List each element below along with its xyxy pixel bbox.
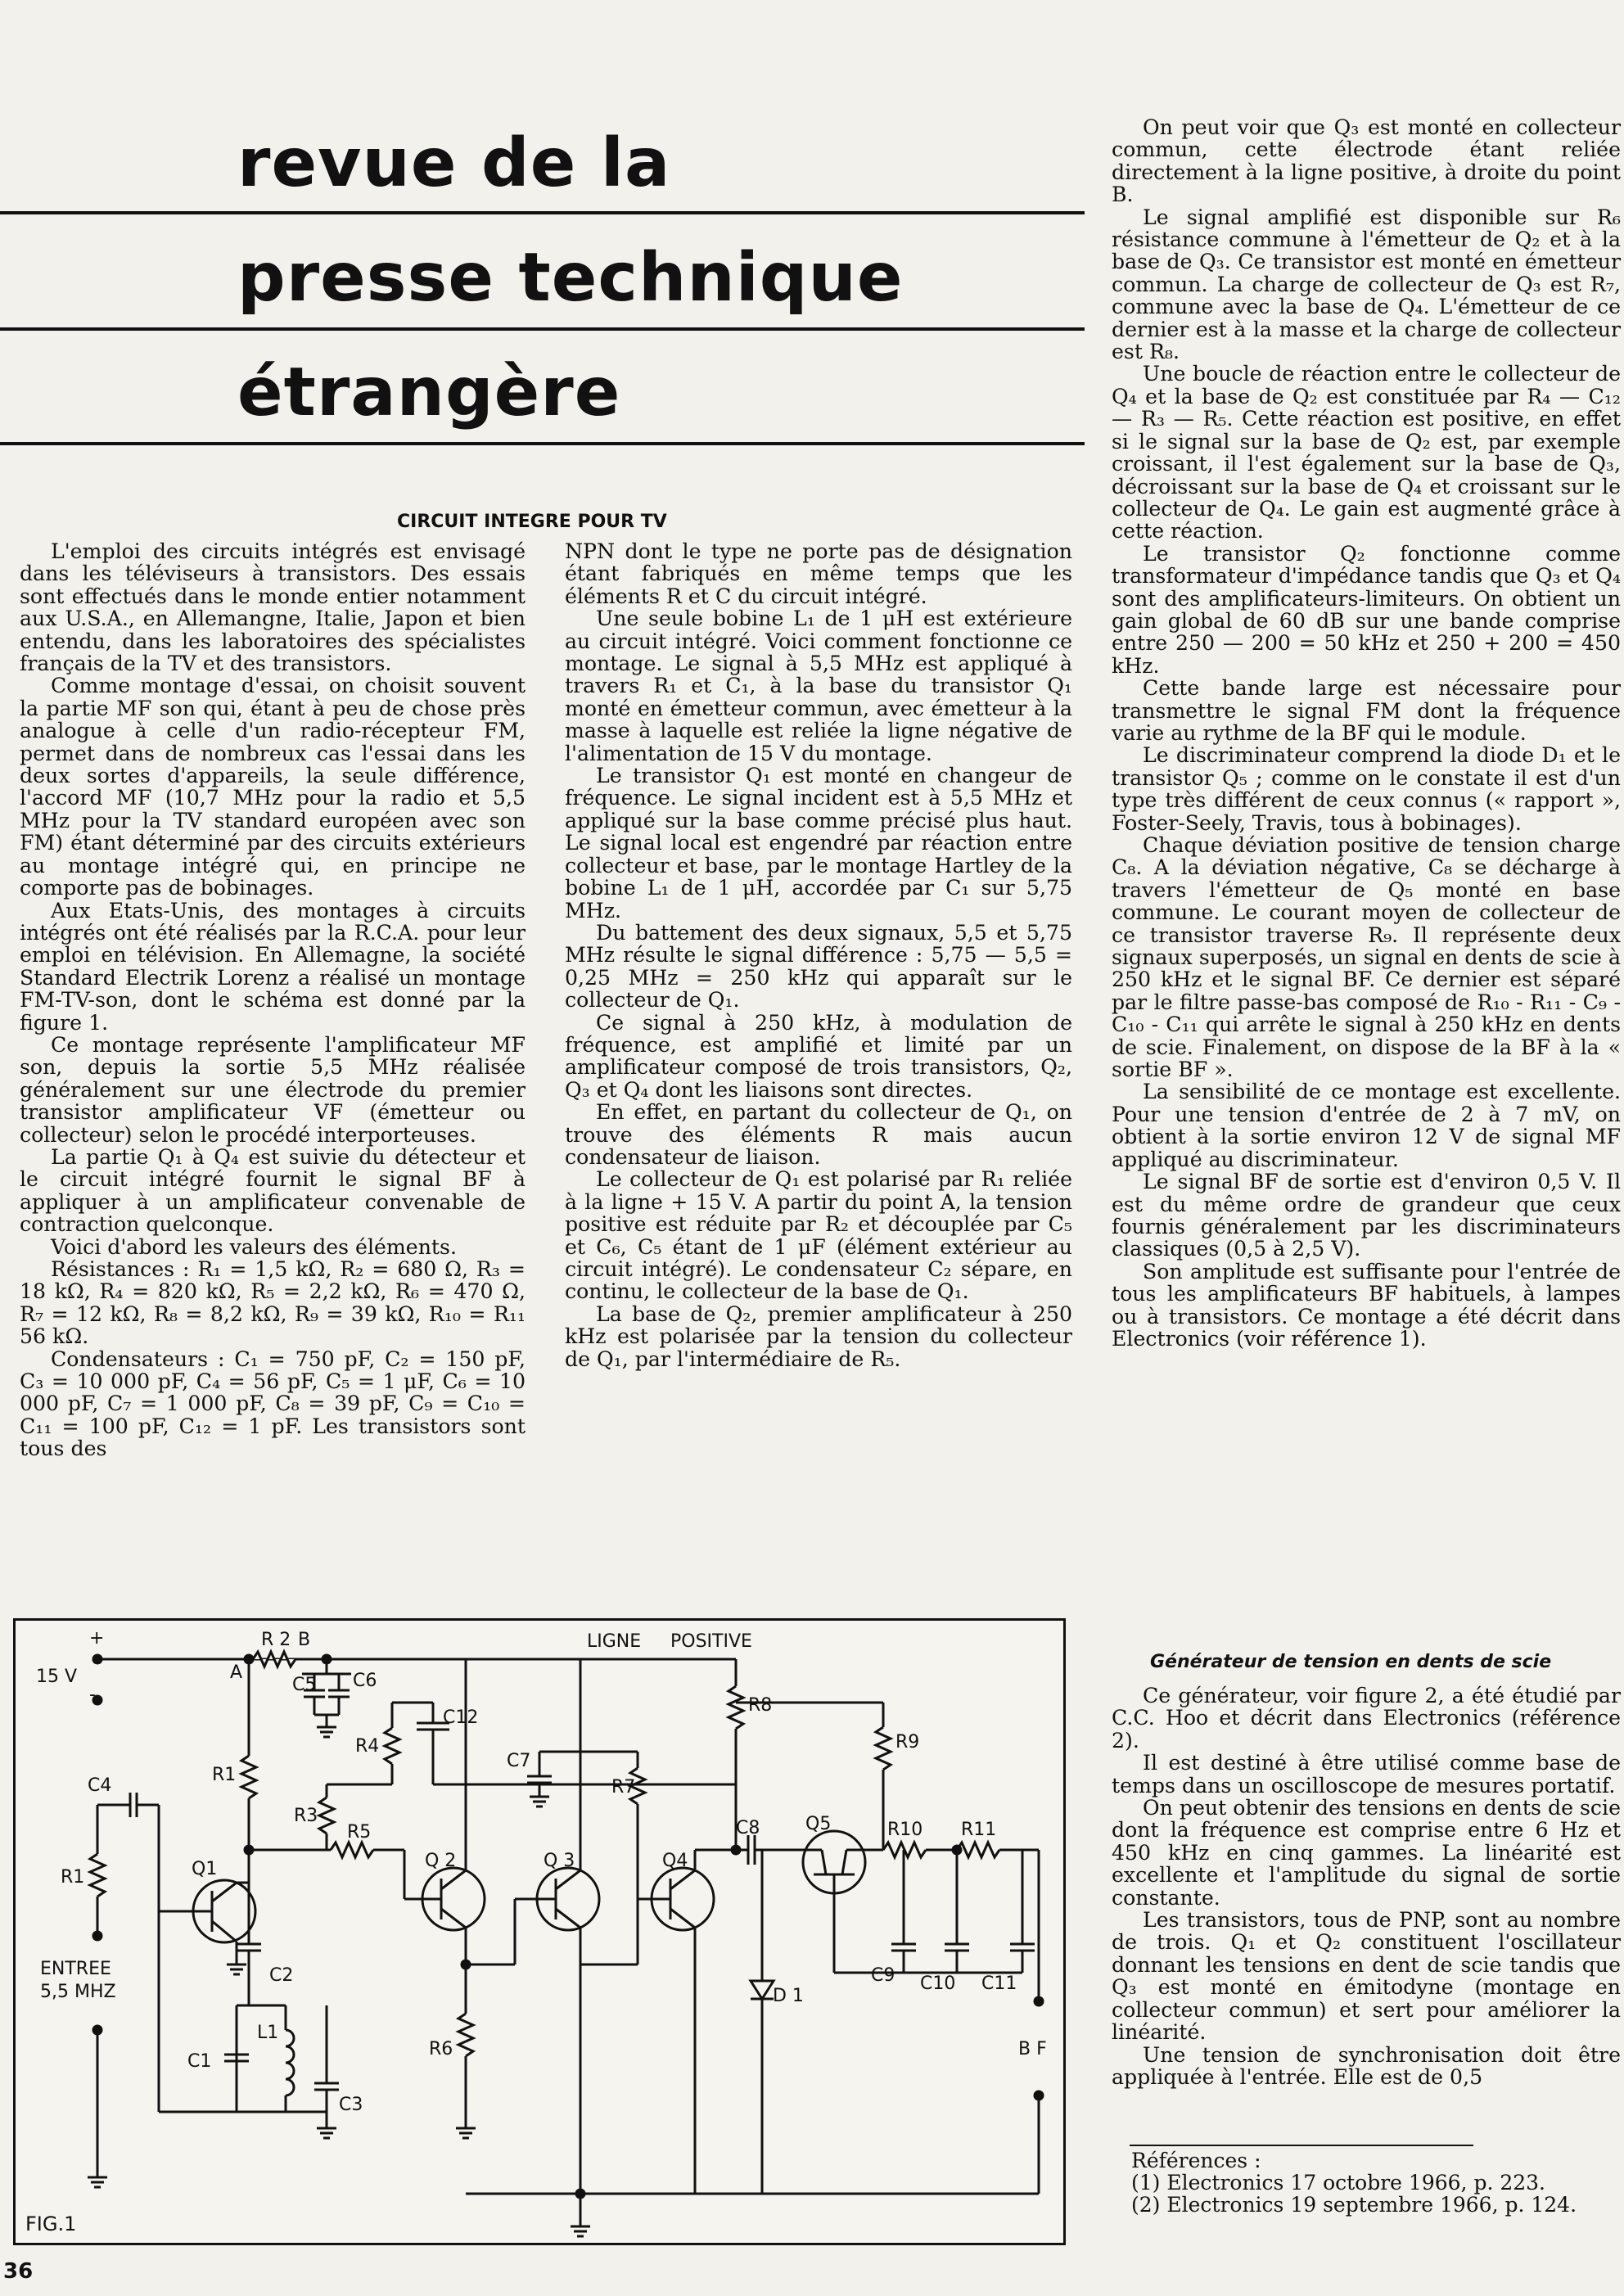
- article-2-heading: Générateur de tension en dents de scie: [1150, 1652, 1552, 1672]
- input-ground-terminal: [93, 2026, 102, 2034]
- references-title: Références :: [1131, 2149, 1261, 2172]
- input-label-2: 5,5 MHZ: [40, 1982, 116, 2002]
- c12-label: C12: [443, 1707, 479, 1728]
- r2-label: R 2: [261, 1630, 291, 1650]
- paragraph: Cette bande large est nécessaire pour transmettre le signal FM dont la fréquence varie au rythme de la BF qui le module.: [1112, 676, 1621, 745]
- resistor-r9: [876, 1727, 891, 1770]
- c8-label: C8: [736, 1818, 760, 1838]
- paragraph: Condensateurs : C₁ = 750 pF, C₂ = 150 pF, C₃ = 10 000 pF, C₄ = 56 pF, C₅ = 1 μF, C₆ = 10 000 pF, C₇ = 1 000 pF, C₈ = 39 pF, C₉ = C₁₀ = C₁₁ = 100 pF, C₁₂ = 1 pF. Les transistors sont tous des: [20, 1346, 526, 1461]
- q1-label: Q1: [192, 1859, 218, 1879]
- ground-symbol: [530, 1797, 549, 1807]
- r3-label: R3: [294, 1806, 318, 1826]
- paragraph: Une seule bobine L₁ de 1 μH est extérieure au circuit intégré. Voici comment fonctionne ce montage. Le signal à 5,5 MHz est appliqué à travers R₁ et C₁, à la base du transistor Q₁ monté en émetteur commun, avec émetteur à la masse à laquelle est reliée la ligne négative de l'alimentation de 15 V du montage.: [565, 607, 1072, 765]
- resistor-r4: [385, 1728, 399, 1764]
- title-line-1: revue de la: [237, 124, 671, 202]
- q5-label: Q5: [805, 1814, 832, 1834]
- input-label-1: ENTREE: [40, 1959, 111, 1979]
- diode-d1: [751, 1981, 774, 1999]
- ground-symbol: [571, 2226, 590, 2236]
- ground-symbol: [88, 2177, 107, 2187]
- paragraph: Une tension de synchronisation doit être appliquée à l'entrée. Elle est de 0,5: [1112, 2042, 1621, 2089]
- paragraph: La base de Q₂, premier amplificateur à 250 kHz est polarisée par la tension du collecteur de Q₁, par l'intermédiaire de R₅.: [565, 1301, 1072, 1371]
- output-terminal: [1035, 1997, 1043, 2005]
- title-rule-1: [0, 211, 1085, 214]
- paragraph: Le signal amplifié est disponible sur R₆ résistance commune à l'émetteur de Q₂ et à la base de Q₃. Ce transistor est monté en émetteur commun. La charge de collecteur de Q₃ est R₇, commune avec la base de Q₄. L'émetteur de ce dernier est à la masse et la charge de collecteur est R₈.: [1112, 205, 1621, 364]
- output-ground-terminal: [1035, 2091, 1043, 2100]
- title-rule-3: [0, 442, 1085, 445]
- resistor-r8: [729, 1686, 743, 1729]
- q2-label: Q 2: [425, 1851, 457, 1871]
- ligne-label: LIGNE: [587, 1631, 642, 1652]
- paragraph: Chaque déviation positive de tension charge C₈. A la déviation négative, C₈ se décharge à travers l'émetteur de Q₅ monté en base commune. Le courant moyen de collecteur de ce transistor traverse R₉. Il représente deux signaux superposés, un signal en dents de scie à 250 kHz et le signal BF. Ce dernier est séparé par le filtre passe-bas composé de R₁₀ - R₁₁ - C₉ - C₁₀ - C₁₁ qui arrête le signal à 250 kHz en dents de scie. Finalement, on dispose de la BF à la « sortie BF ».: [1112, 833, 1621, 1082]
- paragraph: Du battement des deux signaux, 5,5 et 5,75 MHz résulte le signal différence : 5,75 — 5,5 = 0,25 MHz = 250 kHz qui apparaît sur le collecteur de Q₁.: [565, 920, 1072, 1013]
- reference-item: (1) Electronics 17 octobre 1966, p. 223.: [1131, 2171, 1546, 2195]
- article-column-1: [20, 540, 526, 1580]
- c3-label: C3: [339, 2095, 363, 2115]
- paragraph: Le collecteur de Q₁ est polarisé par R₁ reliée à la ligne + 15 V. A partir du point A, la tension positive est réduite par R₂ et découplée par C₅ et C₆, C₅ étant de 1 μF (élément extérieur au circuit intégré). Le condensateur C₂ sépare, en continu, le collecteur de la base de Q₁.: [565, 1167, 1072, 1304]
- c7-label: C7: [507, 1751, 531, 1771]
- figure-1: [13, 1618, 1066, 2245]
- title-line-3: étrangère: [237, 354, 621, 431]
- minus-label: -: [89, 1685, 96, 1705]
- paragraph: En effet, en partant du collecteur de Q₁, on trouve des éléments R mais aucun condensateur de liaison.: [565, 1100, 1072, 1169]
- article-column-2: [565, 540, 1072, 1580]
- ground-symbol: [456, 2128, 476, 2138]
- r5-label: R5: [347, 1822, 372, 1843]
- paragraph: Le discriminateur comprend la diode D₁ et le transistor Q₅ ; comme on le constate il est d'un type très différent de ceux connus (« rapport », Foster-Seely, Travis, tous à bobinages).: [1112, 743, 1621, 835]
- r10-label: R10: [887, 1820, 923, 1840]
- supply-label: 15 V: [36, 1667, 78, 1687]
- references-rule: [1130, 2145, 1473, 2146]
- paragraph: Son amplitude est suffisante pour l'entrée de tous les amplificateurs BF habituels, à lampes ou à transistors. Ce montage a été décrit dans Electronics (voir référence 1).: [1112, 1259, 1621, 1351]
- plus-label: +: [89, 1628, 105, 1649]
- r1-label: R1: [212, 1765, 237, 1785]
- r9-label: R9: [895, 1732, 920, 1752]
- input-terminal: [93, 1932, 102, 1940]
- reference-item: (2) Electronics 19 septembre 1966, p. 124.: [1131, 2193, 1577, 2217]
- r7-label: R7: [611, 1777, 636, 1798]
- article-column-3: [1112, 116, 1621, 1622]
- references: [1131, 2149, 1622, 2216]
- c5-label: C5: [292, 1675, 317, 1695]
- point-a-label: A: [230, 1662, 243, 1683]
- paragraph: Une boucle de réaction entre le collecteur de Q₄ et la base de Q₂ est constituée par R₄ — C₁₂ — R₃ — R₅. Cette réaction est positive, en effet si le signal sur la base de Q₂ est, par exemple croissant, il l'est également sur la base de Q₃, décroissant sur la base de Q₄ et croissant sur le collecteur de Q₄. Le gain est augmenté grâce à cette réaction.: [1112, 362, 1621, 544]
- paragraph: La sensibilité de ce montage est excellente. Pour une tension d'entrée de 2 à 7 mV, on obtient à la sortie environ 12 V de signal MF appliqué au discriminateur.: [1112, 1080, 1621, 1171]
- c2-label: C2: [269, 1965, 294, 1986]
- paragraph: Comme montage d'essai, on choisit souvent la partie MF son qui, étant à peu de chose près analogue à celle d'un radio-récepteur FM, permet dans de nombreux cas l'essai dans les deux sortes d'appareils, la seule différence, l'accord MF (10,7 MHz pour la radio et 5,5 MHz pour la TV standard européen avec son FM) étant déterminé par des circuits extérieurs au montage intégré qui, en principe ne comporte pas de bobinages.: [20, 674, 526, 900]
- q4-label: Q4: [662, 1851, 688, 1871]
- paragraph: Résistances : R₁ = 1,5 kΩ, R₂ = 680 Ω, R₃ = 18 kΩ, R₄ = 820 kΩ, R₅ = 2,2 kΩ, R₆ = 470 Ω, R₇ = 12 kΩ, R₈ = 8,2 kΩ, R₉ = 39 kΩ, R₁₀ = R₁₁ 56 kΩ.: [20, 1257, 526, 1349]
- resistor-r1-input: [90, 1854, 105, 1897]
- resistor-r6: [458, 2014, 473, 2056]
- c10-label: C10: [920, 1973, 956, 1994]
- resistor-r5: [331, 1843, 373, 1857]
- title-line-2: presse technique: [237, 239, 904, 317]
- circuit-schematic: [16, 1621, 1063, 2243]
- paragraph: Le signal BF de sortie est d'environ 0,5 V. Il est du même ordre de grandeur que ceux fournis généralement par les discriminateurs classiques (0,5 à 2,5 V).: [1112, 1170, 1621, 1261]
- c1-label: C1: [187, 2051, 212, 2072]
- resistor-r1: [241, 1756, 256, 1798]
- paragraph: Les transistors, tous de PNP, sont au nombre de trois. Q₁ et Q₂ constituent l'oscillateur donnant les tensions en dent de scie tandis que Q₃ est monté en émitodyne (montage en collecteur commun) et sert pour améliorer la linéarité.: [1112, 1908, 1621, 2045]
- paragraph: NPN dont le type ne porte pas de désignation étant fabriqués en même temps que les éléments R et C du circuit intégré.: [565, 540, 1072, 608]
- r6-label: R6: [429, 2039, 453, 2059]
- r8-label: R8: [748, 1695, 773, 1716]
- resistor-r2: [253, 1652, 295, 1667]
- d1-label: D 1: [773, 1986, 804, 2006]
- paragraph: Le transistor Q₁ est monté en changeur de fréquence. Le signal incident est à 5,5 MHz et appliqué sur la base comme précisé plus haut. Le signal local est engendré par réaction entre collecteur et base, par le montage Hartley de la bobine L₁ de 1 μH, accordée par C₁ sur 5,75 MHz.: [565, 764, 1072, 922]
- paragraph: Ce montage représente l'amplificateur MF son, depuis la sortie 5,5 MHz réalisée généralement sur une électrode du premier transistor amplificateur VF (émetteur ou collecteur) selon le procédé interporteuses.: [20, 1032, 526, 1147]
- output-label: B F: [1018, 2039, 1047, 2059]
- paragraph: Ce signal à 250 kHz, à modulation de fréquence, est amplifié et limité par un amplificateur composé de trois transistors, Q₂, Q₃ et Q₄ dont les liaisons sont directes.: [565, 1010, 1072, 1102]
- article-heading: CIRCUIT INTEGRE POUR TV: [397, 512, 667, 532]
- ground-symbol: [317, 1727, 336, 1737]
- terminal-plus: [93, 1655, 102, 1663]
- page-number: 36: [3, 2259, 34, 2284]
- r11-label: R11: [961, 1820, 997, 1840]
- r1-input-label: R1: [61, 1867, 85, 1888]
- paragraph: Il est destiné à être utilisé comme base de temps dans un oscilloscope de mesures portatif.: [1112, 1751, 1621, 1798]
- title-rule-2: [0, 327, 1085, 331]
- paragraph: Le transistor Q₂ fonctionne comme transformateur d'impédance tandis que Q₃ et Q₄ sont des amplificateurs-limiteurs. On obtient un gain global de 60 dB sur une bande comprise entre 250 — 200 = 50 kHz et 250 + 200 = 450 kHz.: [1112, 541, 1621, 678]
- r4-label: R4: [355, 1736, 380, 1757]
- figure-caption: FIG.1: [25, 2213, 77, 2235]
- positive-label: POSITIVE: [670, 1631, 752, 1652]
- paragraph: L'emploi des circuits intégrés est envisagé dans les téléviseurs à transistors. Des essais sont effectués dans le monde entier notamment aux U.S.A., en Allemangne, Italie, Japon et bien entendu, dans les laboratoires des spécialistes français de la TV et des transistors.: [20, 540, 526, 676]
- ground-symbol: [227, 1964, 246, 1974]
- c11-label: C11: [981, 1973, 1017, 1994]
- coil-l1: [286, 2030, 294, 2095]
- paragraph: On peut voir que Q₃ est monté en collecteur commun, cette électrode étant reliée directement à la ligne positive, à droite du point B.: [1112, 116, 1621, 207]
- paragraph: La partie Q₁ à Q₄ est suivie du détecteur et le circuit intégré fournit le signal BF à appliquer à un amplificateur convenable de contraction quelconque.: [20, 1144, 526, 1237]
- c6-label: C6: [353, 1671, 377, 1691]
- c4-label: C4: [88, 1775, 112, 1796]
- paragraph: Voici d'abord les valeurs des éléments.: [51, 1234, 457, 1259]
- paragraph: Ce générateur, voir figure 2, a été étudié par C.C. Hoo et décrit dans Electronics (référence 2).: [1112, 1685, 1621, 1752]
- q3-label: Q 3: [544, 1851, 575, 1871]
- resistor-r3: [319, 1798, 334, 1834]
- ground-symbol: [317, 2128, 336, 2138]
- paragraph: Aux Etats-Unis, des montages à circuits intégrés ont été réalisés par la R.C.A. pour leur emploi en télévision. En Allemagne, la société Standard Electrik Lorenz a réalisé un montage FM-TV-son, dont le schéma est donné par la figure 1.: [20, 898, 526, 1035]
- c9-label: C9: [871, 1965, 895, 1986]
- resistor-r11: [957, 1843, 999, 1857]
- point-b-label: B: [298, 1630, 311, 1650]
- l1-label: L1: [257, 2023, 279, 2043]
- paragraph: On peut obtenir des tensions en dents de scie dont la fréquence est comprise entre 6 Hz et 450 kHz en cinq gammes. La linéarité est excellente et l'amplitude du signal de sortie constante.: [1112, 1796, 1621, 1910]
- article-2-column: [1112, 1685, 1621, 2143]
